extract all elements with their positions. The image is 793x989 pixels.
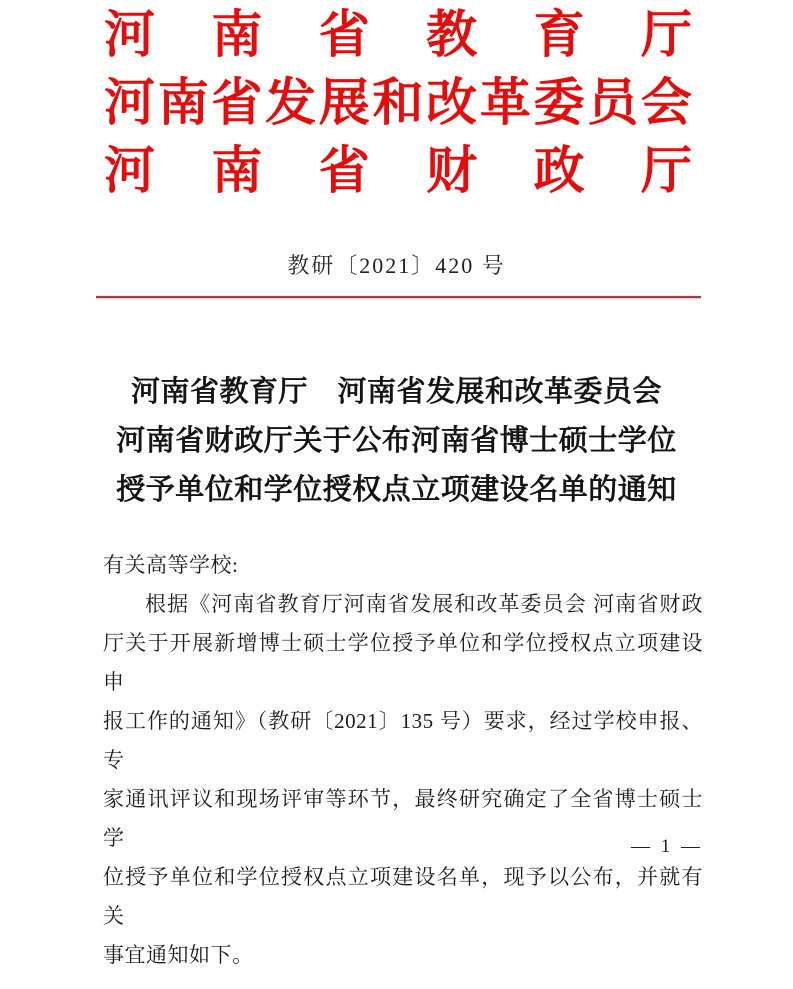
body-line: 位授予单位和学位授权点立项建设名单，现予以公布，并就有关: [103, 865, 703, 928]
org-name-character: 省: [211, 75, 263, 132]
org-name-character: 员: [587, 75, 639, 132]
org-name-character: 和: [372, 75, 424, 132]
title-line-1: 河南省教育厅 河南省发展和改革委员会: [130, 376, 662, 408]
letterhead-divider-rule: [96, 296, 701, 298]
page-number: — 1 —: [631, 836, 703, 857]
org-name-character: 教: [426, 7, 478, 64]
org-name-character: 革: [479, 75, 531, 132]
org-line-development-reform-commission: [104, 70, 692, 138]
document-reference-number: 教研〔2021〕420 号: [287, 253, 506, 278]
body-line: 根据《河南省教育厅河南省发展和改革委员会 河南省财政: [145, 592, 703, 616]
body-line: 家通讯评议和现场评审等环节，最终研究确定了全省博士硕士学: [103, 787, 703, 850]
org-line-education-department: [104, 2, 692, 70]
org-name-character: 厅: [640, 143, 692, 200]
document-title: [0, 368, 793, 515]
org-name-character: 南: [211, 7, 263, 64]
org-name-character: 育: [533, 7, 585, 64]
org-name-character: 南: [211, 143, 263, 200]
org-name-character: 省: [318, 143, 370, 200]
body-line: 事宜通知如下。: [103, 943, 254, 967]
org-name-character: 会: [640, 75, 692, 132]
org-name-character: 南: [157, 75, 209, 132]
org-name-character: 河: [104, 7, 156, 64]
salutation: 有关高等学校:: [103, 553, 239, 577]
org-name-character: 厅: [640, 7, 692, 64]
org-name-character: 政: [533, 143, 585, 200]
body-line: 报工作的通知》（教研〔2021〕135 号）要求，经过学校申报、专: [103, 709, 703, 772]
document-body: [103, 546, 703, 975]
org-name-character: 委: [533, 75, 585, 132]
org-name-character: 省: [318, 7, 370, 64]
org-line-finance-department: [104, 138, 692, 206]
org-name-character: 发: [265, 75, 317, 132]
org-name-character: 改: [426, 75, 478, 132]
body-line: 厅关于开展新增博士硕士学位授予单位和学位授权点立项建设申: [103, 631, 703, 694]
title-line-2: 河南省财政厅关于公布河南省博士硕士学位: [116, 425, 677, 457]
letterhead: [104, 2, 692, 206]
org-name-character: 财: [426, 143, 478, 200]
org-name-character: 河: [104, 143, 156, 200]
org-name-character: 展: [318, 75, 370, 132]
title-line-3: 授予单位和学位授权点立项建设名单的通知: [116, 474, 677, 506]
org-name-character: 河: [104, 75, 156, 132]
